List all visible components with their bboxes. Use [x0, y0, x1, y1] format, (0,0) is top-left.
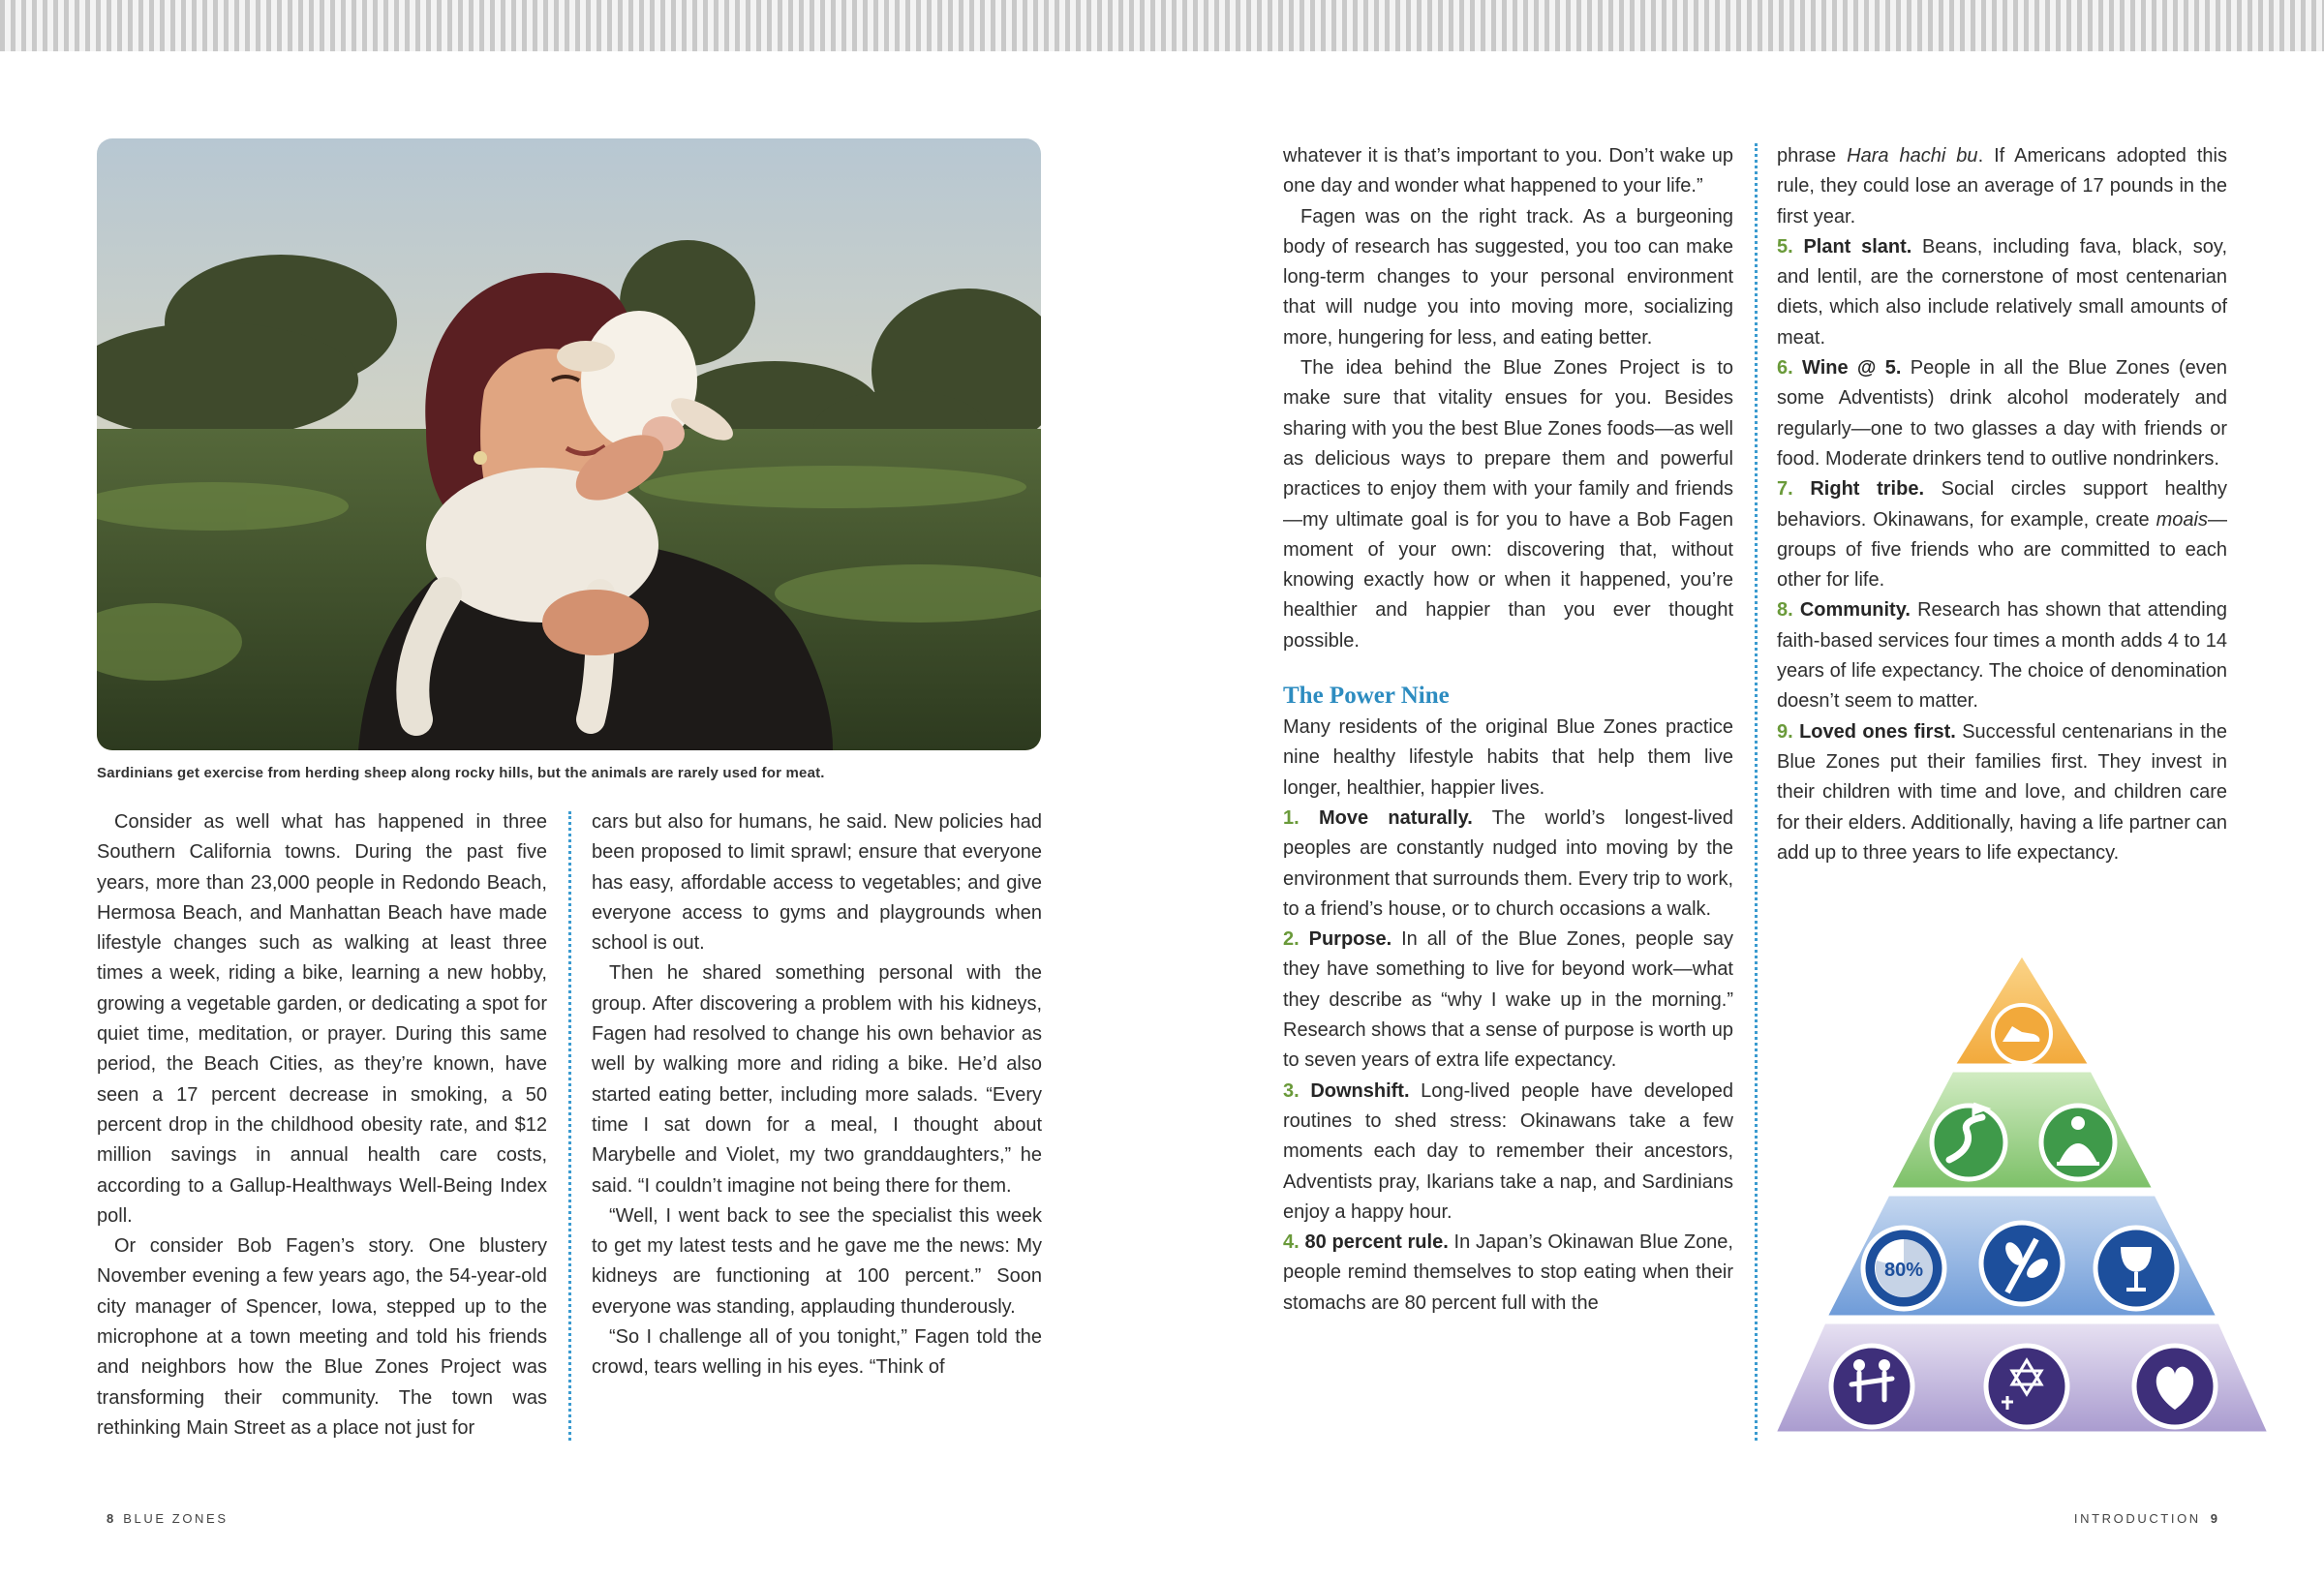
item-body: —groups of five friends who are committed to each other for life.	[1777, 508, 2227, 592]
item-body: Long-lived people have developed routines to shed stress: Okinawans take a few moments each day to remember their ancestors, Adventists pray, Ikarians take a nap, and Sardinians enjoy a happy hour.	[1283, 1079, 1734, 1223]
photo-caption: Sardinians get exercise from herding sheep along rocky hills, but the animals are rarely used for meat.	[97, 765, 825, 781]
family-heart-icon	[2134, 1346, 2216, 1427]
item-lead: Right tribe.	[1810, 478, 1925, 501]
section-intro: Many residents of the original Blue Zones practice nine healthy lifestyle habits that help them live longer, healthier, happier lives.	[1283, 716, 1733, 799]
item-number: 7.	[1777, 478, 1793, 501]
left-page-folio	[97, 1511, 229, 1526]
section-heading: The Power Nine	[1283, 683, 1450, 710]
power-nine-pyramid-graphic	[1770, 949, 2274, 1443]
list-item	[1283, 804, 1733, 925]
paragraph: phrase Hara hachi bu. If Americans adopted this rule, they could lose an average of 17 pounds in the first year.	[1777, 145, 2227, 228]
dotted-column-divider	[568, 811, 571, 1441]
running-title: BLUE ZONES	[123, 1511, 229, 1526]
italic-phrase: Hara hachi bu	[1847, 145, 1978, 167]
plant-icon	[1981, 1223, 2063, 1304]
item-number: 3.	[1283, 1079, 1300, 1102]
wine-glass-icon	[2095, 1228, 2177, 1309]
item-body: In all of the Blue Zones, people say they have something to live for beyond work—what they describe as “why I wake up in the morning.” Research shows that a sense of purpose is worth up to seven years of extra life expectancy.	[1283, 928, 1733, 1072]
paragraph: Consider as well what has happened in three Southern California towns. During the past five years, more than 23,000 people in Redondo Beach, Hermosa Beach, and Manhattan Beach have made lifestyle changes such as walking at least three times a week, riding a bike, learning a new hobby, growing a vegetable garden, or dedicating a spot for quiet time, meditation, or prayer. During this same period, the Beach Cities, as they’re known, have seen a 17 percent decrease in smoking, a 50 percent drop in the childhood obesity rate, and $12 million savings in annual health care costs, according to a Gallup-Healthways Well-Being Index poll.	[97, 811, 547, 1227]
list-item	[1777, 474, 2227, 595]
list-item	[1283, 1077, 1733, 1228]
shoe-icon	[1993, 1005, 2051, 1063]
paragraph: Fagen was on the right track. As a burgeoning body of research has suggested, you too can make long-term changes to your personal environment that will nudge you into moving more, socializing more, hungering for less, and eating better.	[1283, 205, 1733, 349]
running-title: INTRODUCTION	[2073, 1511, 2201, 1526]
item-body: Social circles support healthy behaviors. Okinawans, for example, create	[1777, 478, 2228, 531]
tribe-people-icon	[1831, 1346, 1912, 1427]
item-lead: Downshift.	[1310, 1079, 1410, 1102]
item-lead: Plant slant.	[1803, 235, 1912, 258]
sardinian-woman-with-lamb-photo	[97, 138, 1041, 750]
right-page-column-1	[1283, 141, 1733, 1319]
list-item	[1777, 717, 2227, 868]
item-number: 2.	[1283, 928, 1300, 951]
paragraph: The idea behind the Blue Zones Project is to make sure that vitality ensues for you. Besides sharing with you the best Blue Zones foods—as well as delicious ways to prepare them and powerful practices to enjoy them with your family and friends—my ultimate goal is for you to have a Bob Fagen moment of your own: discovering that, without knowing exactly how or when it happened, you’re healthier and happier than you ever thought possible.	[1283, 357, 1733, 652]
item-lead: Wine @ 5.	[1802, 357, 1902, 380]
item-body: Successful centenarians in the Blue Zones put their families first. They invest in their children with time and love, and children care for their elders. Additionally, having a life partner can add up to three years to life expectancy.	[1777, 720, 2228, 864]
meditation-icon	[2041, 1106, 2115, 1179]
item-body: In Japan’s Okinawan Blue Zone, people remind themselves to stop eating when their stomachs are 80 percent full with the	[1283, 1231, 1733, 1314]
item-lead: Move naturally.	[1318, 806, 1473, 829]
list-item	[1777, 595, 2227, 716]
italic-term: moais	[2156, 508, 2208, 531]
item-body: The world’s longest-lived peoples are constantly nudged into moving by the environment that surrounds them. Every trip to work, to a friend’s house, or to church occasions a walk.	[1283, 806, 1733, 920]
item-number: 6.	[1777, 357, 1793, 380]
paragraph: cars but also for humans, he said. New policies had been proposed to limit sprawl; ensure that everyone has easy, affordable access to vegetables; and give everyone access to gyms and playgrounds when school is out.	[592, 811, 1042, 955]
item-number: 4.	[1283, 1231, 1300, 1254]
left-page-column-2	[592, 807, 1042, 1383]
paragraph: “Well, I went back to see the specialist this week to get my latest tests and he gave me the news: My kidneys are functioning at 100 percent.” Soon everyone was standing, applauding thunderously.	[592, 1204, 1042, 1318]
paragraph: whatever it is that’s important to you. Don’t wake up one day and wonder what happened to your life.”	[1283, 145, 1733, 198]
item-number: 1.	[1283, 806, 1300, 829]
top-stripe-band	[0, 0, 2324, 51]
eighty-percent-badge: 80%	[1883, 1260, 1924, 1281]
paragraph: Then he shared something personal with the group. After discovering a problem with his kidneys, Fagen had resolved to change his own behavior as well by walking more and riding a bike. He’d also started eating better, including more salads. “Every time I sat down for a meal, I thought about Marybelle and Violet, my two granddaughters,” he said. “I couldn’t imagine not being there for them.	[592, 962, 1042, 1197]
item-lead: Community.	[1799, 599, 1911, 622]
item-lead: Purpose.	[1308, 928, 1392, 951]
page-number: 8	[107, 1511, 114, 1526]
item-number: 8.	[1777, 599, 1793, 622]
item-lead: Loved ones first.	[1799, 720, 1956, 743]
eighty-percent-icon	[1863, 1228, 1944, 1309]
item-number: 5.	[1777, 235, 1793, 258]
dotted-column-divider	[1755, 143, 1758, 1441]
item-body: People in all the Blue Zones (even some Adventists) drink alcohol moderately and regularly—one to two glasses a day with friends or food. Moderate drinkers tend to outlive nondrinkers.	[1777, 357, 2227, 470]
item-body: Beans, including fava, black, soy, and lentil, are the cornerstone of most centenarian diets, which also include relatively small amounts of meat.	[1777, 235, 2228, 349]
list-item	[1777, 232, 2227, 353]
faith-symbols-icon	[1986, 1346, 2067, 1427]
paragraph: Or consider Bob Fagen’s story. One blustery November evening a few years ago, the 54-year-old city manager of Spencer, Iowa, stepped up to the microphone at a town meeting and told his friends and neighbors how the Blue Zones Project was transforming their community. The town was rethinking Main Street as a place not just for	[97, 1235, 547, 1439]
page-number: 9	[2210, 1511, 2217, 1526]
right-page-folio	[2074, 1511, 2227, 1526]
item-lead: 80 percent rule.	[1304, 1231, 1449, 1254]
paragraph: “So I challenge all of you tonight,” Fagen told the crowd, tears welling in his eyes. “Think of	[592, 1326, 1042, 1379]
item-body: Research has shown that attending faith-based services four times a month adds 4 to 14 years of life expectancy. The choice of denomination doesn’t seem to matter.	[1777, 599, 2227, 713]
path-flag-icon	[1932, 1104, 2005, 1179]
list-item	[1283, 925, 1733, 1076]
list-item	[1777, 353, 2227, 474]
list-item	[1283, 1228, 1733, 1319]
item-number: 9.	[1777, 720, 1793, 743]
right-page-column-2	[1777, 141, 2227, 868]
left-page-column-1	[97, 807, 547, 1443]
